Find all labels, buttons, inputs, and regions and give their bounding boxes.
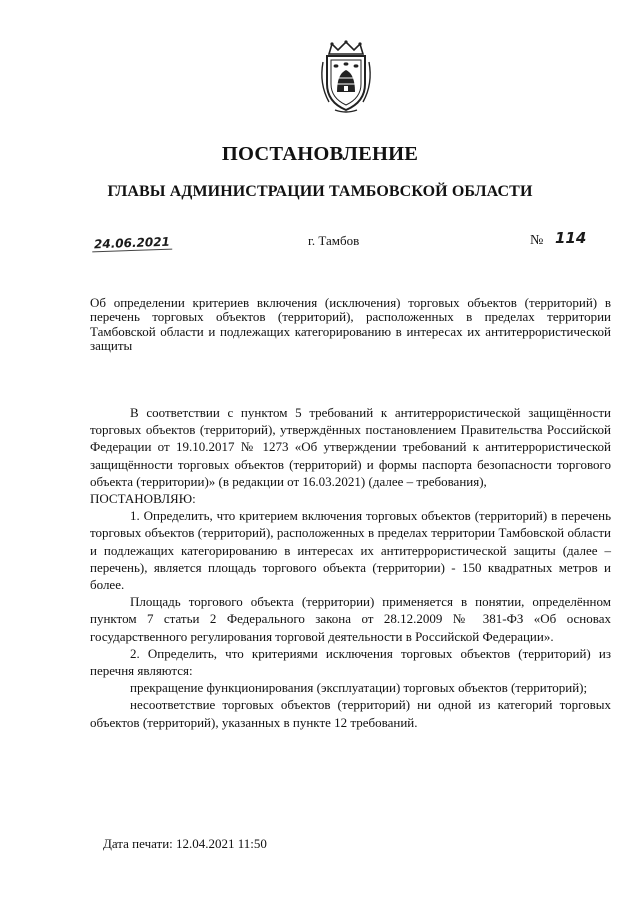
document-title: ПОСТАНОВЛЕНИЕ — [221, 143, 419, 165]
document-number-label: № — [530, 233, 544, 248]
document-subtitle: ГЛАВЫ АДМИНИСТРАЦИИ ТАМБОВСКОЙ ОБЛАСТИ — [107, 183, 533, 200]
document-body — [90, 404, 611, 731]
body-paragraph-preamble: В соответствии с пунктом 5 требований к антитеррористической защищённости торговых объектов (территорий), утверждённых постановлением Правительства Российской Федерации от 19.10.2017 № 1273 «Об утверждении требований к антитеррористической защищённости торговых объектов (территорий) и формы паспорта безопасности торгового объекта (территории)» (в редакции от 16.03.2021) (далее – требования), — [90, 405, 611, 489]
body-resolution-keyword: ПОСТАНОВЛЯЮ: — [90, 491, 196, 507]
coat-of-arms-icon — [315, 40, 377, 114]
print-date-footer: Дата печати: 12.04.2021 11:50 — [103, 836, 267, 851]
document-subject: Об определении критериев включения (исключения) торговых объектов (территорий) в перечень торговых объектов (территорий), расположенных в пределах территории Тамбовской области и подлежащих категорированию в интересах их антитеррористической защиты — [90, 295, 611, 354]
document-number: 114 — [555, 229, 587, 247]
body-paragraph-area-definition: Площадь торгового объекта (территории) применяется в понятии, определённом пунктом 7 статьи 2 Федерального закона от 28.12.2009 № 381-ФЗ «Об основах государственного регулирования торговой деятельности в Российской Федерации». — [90, 594, 611, 644]
body-paragraph-criterion-2: несоответствие торговых объектов (территорий) ни одной из категорий торговых объектов (территорий), указанных в пункте 12 требований. — [90, 697, 611, 730]
body-paragraph-item-1: 1. Определить, что критерием включения торговых объектов (территорий) в перечень торговых объектов (территорий), расположенных в пределах территории Тамбовской области и подлежащих категорированию в интересах их антитеррористической защиты (далее – перечень), является площадь торгового объекта (территории) - 150 квадратных метров и более. — [90, 508, 611, 593]
document-date: 24.06.2021 — [92, 235, 172, 253]
body-paragraph-criterion-1: прекращение функционирования (эксплуатации) торговых объектов (территорий); — [130, 680, 588, 696]
body-paragraph-item-2: 2. Определить, что критериями исключения торговых объектов (территорий) из перечня являются: — [90, 645, 611, 679]
document-city: г. Тамбов — [308, 233, 360, 248]
